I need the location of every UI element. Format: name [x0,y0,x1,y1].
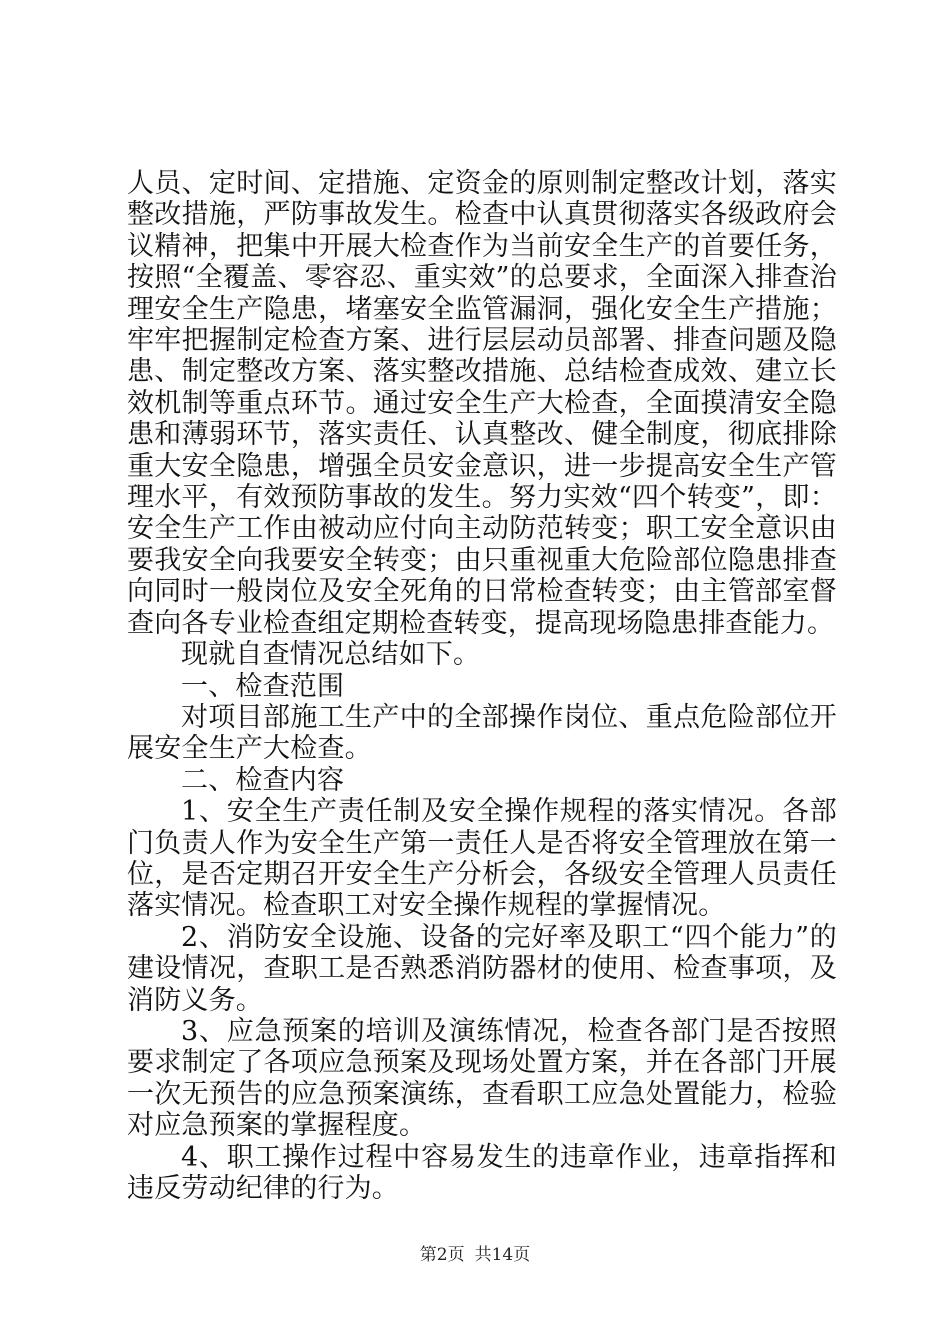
list-item-3: 3、应急预案的培训及演练情况，检查各部门是否按照要求制定了各项应急预案及现场处置方案，并在各部门开展一次无预告的应急预案演练，查看职工应急处置能力，检验对应急预案的掌握程度。 [127,1015,837,1142]
paragraph-1: 人员、定时间、定措施、定资金的原则制定整改计划，落实整改措施，严防事故发生。检查中认真贯彻落实各级政府会议精神，把集中开展大检查作为当前安全生产的首要任务，按照“全覆盖、零容忍、重实效”的总要求，全面深入排查治理安全生产隐患，堵塞安全监管漏洞，强化安全生产措施；牢牢把握制定检查方案、进行层层动员部署、排查问题及隐患、制定整改方案、落实整改措施、总结检查成效、建立长效机制等重点环节。通过安全生产大检查，全面摸清安全隐患和薄弱环节，落实责任、认真整改、健全制度，彻底排除重大安全隐患，增强全员安金意识，进一步提高安全生产管理水平，有效预防事故的发生。努力实效“四个转变”，即：安全生产工作由被动应付向主动防范转变；职工安全意识由要我安全向我要安全转变；由只重视重大危险部位隐患排查向同时一般岗位及安全死角的日常检查转变；由主管部室督查向各专业检查组定期检查转变，提高现场隐患排查能力。 [127,168,837,639]
list-item-4: 4、职工操作过程中容易发生的违章作业，违章指挥和违反劳动纪律的行为。 [127,1141,837,1204]
section-heading-scope: 一、检查范围 [181,670,345,702]
page-number: 第2页 [419,1245,465,1265]
paragraph-2: 现就自查情况总结如下。 [181,639,481,671]
section-heading-content: 二、检查内容 [181,764,345,796]
document-body [127,168,837,1204]
page-total: 共14页 [474,1245,531,1265]
page-footer [0,1244,950,1266]
list-item-2: 2、消防安全设施、设备的完好率及职工“四个能力”的建设情况，查职工是否熟悉消防器材的使用、检查事项，及消防义务。 [127,921,837,1016]
list-item-1: 1、安全生产责任制及安全操作规程的落实情况。各部门负责人作为安全生产第一责任人是否将安全管理放在第一位，是否定期召开安全生产分析会，各级安全管理人员责任落实情况。检查职工对安全操作规程的掌握情况。 [127,796,837,922]
paragraph-3: 对项目部施工生产中的全部操作岗位、重点危险部位开展安全生产大检查。 [127,701,837,765]
